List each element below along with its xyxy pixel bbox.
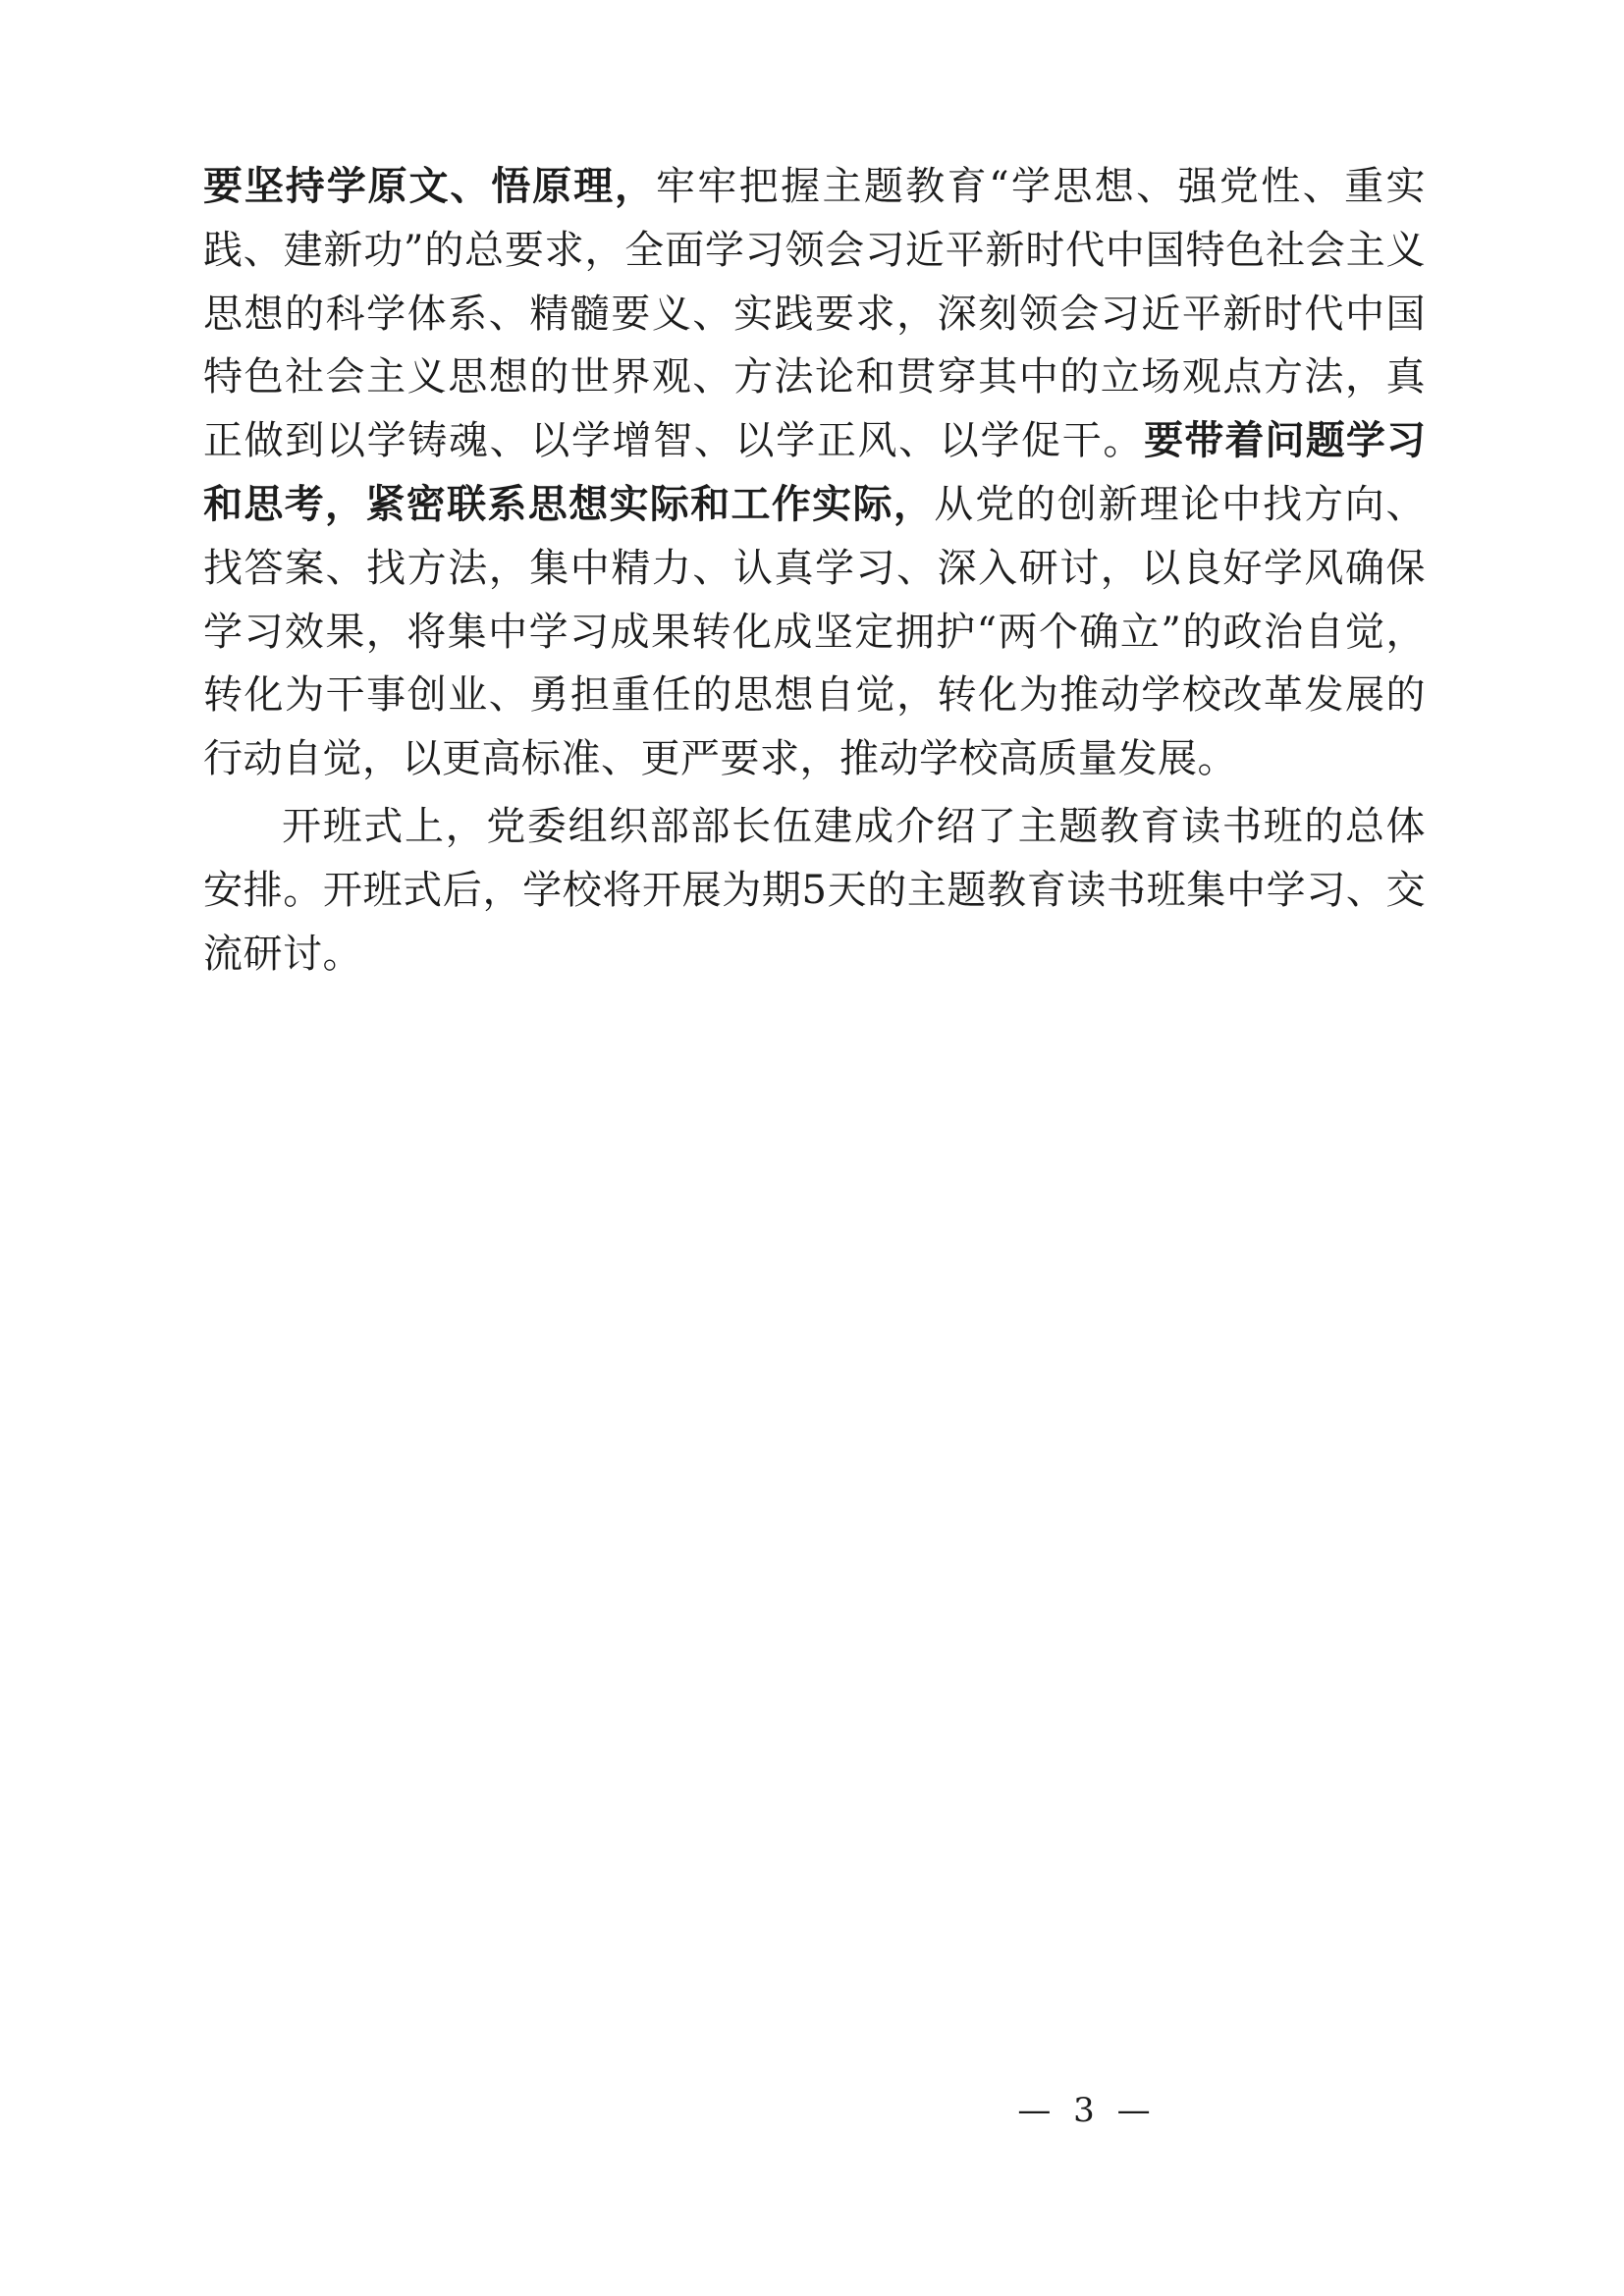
- body-text: 牢牢把握主题教育“学思想、强党性、重实践、建新功”的总要求，全面学习领会习近平新时代中国特色社会主义思想的科学体系、精髓要义、实践要求，深刻领会习近平新时代中国特色社会主义思想的世界观、方法论和贯穿其中的立场观点方法，真正做到以学铸魂、以学增智、以学正风、以学促干。: [203, 164, 1427, 464]
- body-text: 从党的创新理论中找方向、找答案、找方法，集中精力、认真学习、深入研讨，以良好学风确保学习效果，将集中学习成果转化成坚定拥护“两个确立”的政治自觉，转化为干事创业、勇担重任的思想自觉，转化为推动学校改革发展的行动自觉，以更高标准、更严要求，推动学校高质量发展。: [203, 481, 1427, 782]
- page-number: — 3 —: [1017, 2091, 1157, 2130]
- emphasis-text: 要坚持学原文、悟原理，: [203, 164, 656, 209]
- paragraph: [203, 795, 1426, 986]
- page-footer: [0, 2091, 1624, 2130]
- emphasis-text: 要带着问题学习和思考，紧密联系思想实际和工作实际，: [203, 418, 1427, 527]
- body-text: 开班式上，党委组织部部长伍建成介绍了主题教育读书班的总体安排。开班式后，学校将开展为期5天的主题教育读书班集中学习、交流研讨。: [203, 803, 1426, 977]
- document-body: [203, 155, 1426, 986]
- paragraph: [203, 155, 1426, 791]
- paragraph-container: [203, 155, 1426, 986]
